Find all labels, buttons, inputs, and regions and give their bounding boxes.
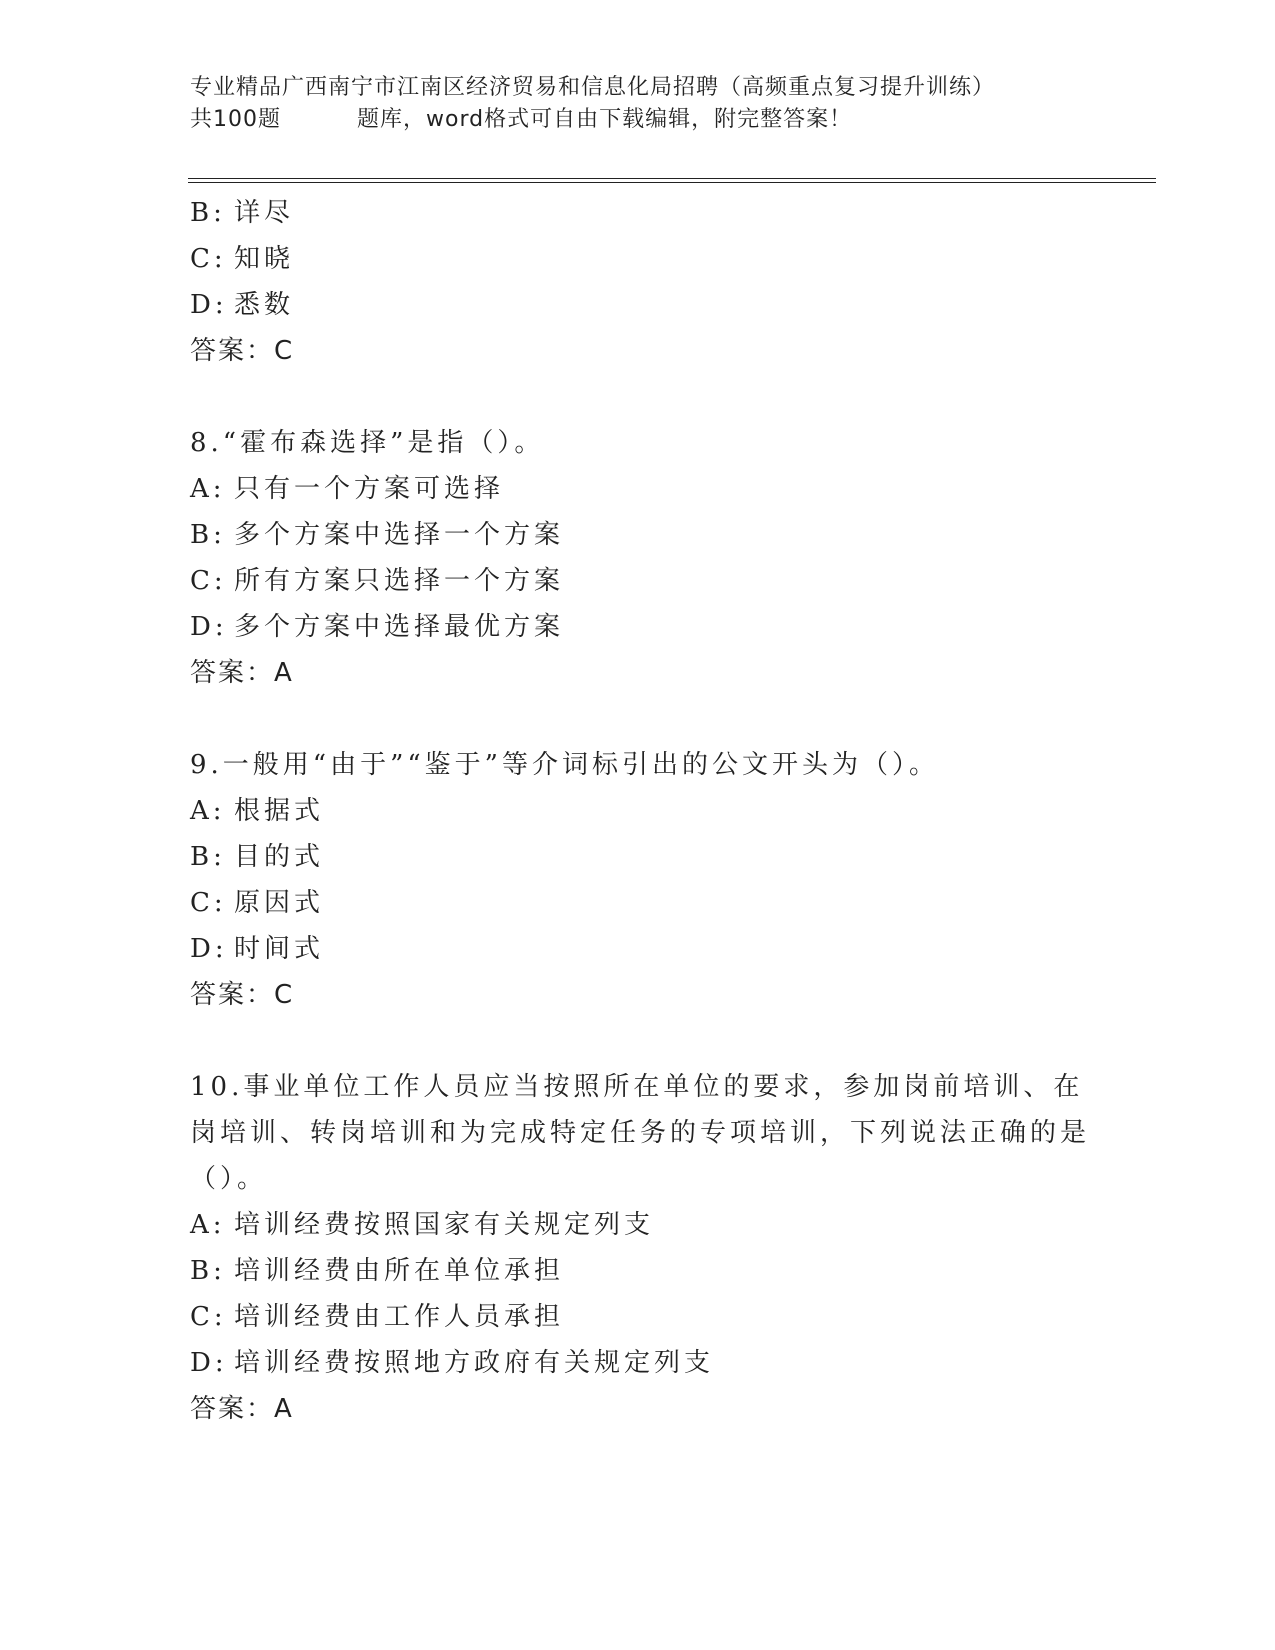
option-b: B: 目的式: [190, 842, 325, 872]
option-b: B: 详尽: [190, 198, 295, 228]
question-block-7: [190, 190, 1090, 374]
document-body: [190, 190, 1090, 1478]
option-a: A: 只有一个方案可选择: [190, 474, 505, 504]
page-header: [190, 72, 1090, 136]
answer-label: 答案：A: [190, 1394, 294, 1424]
header-question-count: 共100题: [190, 107, 281, 132]
question-block-9: [190, 742, 1090, 1018]
header-divider: [188, 178, 1156, 183]
answer-label: 答案：C: [190, 980, 295, 1010]
answer-label: 答案：A: [190, 658, 294, 688]
option-d: D: 培训经费按照地方政府有关规定列支: [190, 1348, 715, 1378]
question-block-8: [190, 420, 1090, 696]
option-d: D: 多个方案中选择最优方案: [190, 612, 565, 642]
option-c: C: 培训经费由工作人员承担: [190, 1302, 565, 1332]
option-d: D: 时间式: [190, 934, 325, 964]
header-description: 题库，word格式可自由下载编辑，附完整答案！: [357, 107, 853, 132]
question-block-10: [190, 1064, 1090, 1432]
option-c: C: 知晓: [190, 244, 295, 274]
header-title: 专业精品广西南宁市江南区经济贸易和信息化局招聘（高频重点复习提升训练）: [190, 75, 996, 100]
header-subtitle: [190, 104, 1090, 136]
option-c: C: 所有方案只选择一个方案: [190, 566, 565, 596]
question-stem: 9.一般用“由于”“鉴于”等介词标引出的公文开头为（）。: [190, 750, 939, 780]
option-c: C: 原因式: [190, 888, 325, 918]
option-a: A: 培训经费按照国家有关规定列支: [190, 1210, 655, 1240]
question-stem: 10.事业单位工作人员应当按照所在单位的要求，参加岗前培训、在岗培训、转岗培训和为完成特定任务的专项培训，下列说法正确的是（）。: [190, 1072, 1091, 1194]
option-b: B: 多个方案中选择一个方案: [190, 520, 565, 550]
question-stem: 8.“霍布森选择”是指（）。: [190, 428, 545, 458]
option-a: A: 根据式: [190, 796, 325, 826]
answer-label: 答案：C: [190, 336, 295, 366]
option-d: D: 悉数: [190, 290, 295, 320]
option-b: B: 培训经费由所在单位承担: [190, 1256, 565, 1286]
